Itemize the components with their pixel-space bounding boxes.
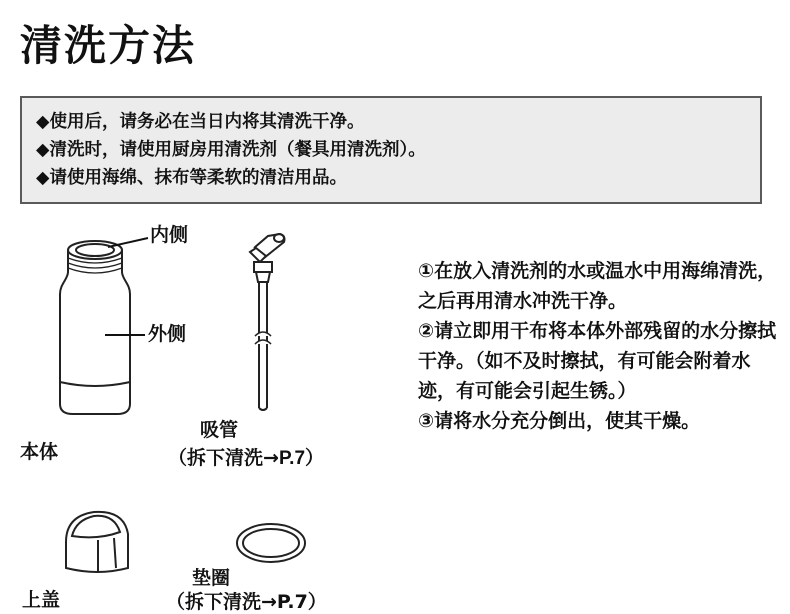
straw-illustration — [240, 228, 300, 418]
notice-line-after-use: ◆使用后，请务必在当日内将其清洗干净。 — [36, 112, 365, 132]
notice-box — [20, 96, 762, 204]
notice-line-detergent: ◆清洗时，请使用厨房用清洗剂（餐具用清洗剂）。 — [36, 140, 426, 160]
page-title: 清洗方法 — [20, 21, 197, 70]
instruction-step-3: ③请将水分充分倒出，使其干燥。 — [418, 410, 701, 432]
label-gasket: 垫圈 — [192, 567, 231, 589]
label-body: 本体 — [20, 441, 59, 463]
lid-illustration — [58, 506, 138, 582]
instruction-step-2: ②请立即用干布将本体外部残留的水分擦拭干净。（如不及时擦拭，有可能会附着水迹，有可能会引起生锈。） — [418, 320, 777, 402]
label-straw: 吸管 — [200, 419, 239, 441]
straw-note-prefix: （拆下清洗 — [168, 447, 264, 469]
gasket-illustration — [234, 520, 308, 566]
instruction-list — [418, 256, 788, 436]
instruction-step-1: ①在放入清洗剂的水或温水中用海绵清洗，之后再用清水冲洗干净。 — [418, 260, 777, 312]
bottle-body-illustration — [55, 236, 135, 422]
label-lid: 上盖 — [22, 589, 61, 611]
straw-note — [168, 446, 324, 471]
inner-leader-line — [108, 236, 150, 250]
label-outer: 外侧 — [148, 323, 187, 345]
notice-line-soft-materials: ◆请使用海绵、抹布等柔软的清洁用品。 — [36, 168, 347, 188]
straw-note-suffix: ） — [305, 447, 325, 469]
gasket-note: （拆下清洗→P.7） — [166, 591, 327, 613]
straw-note-page: P.7 — [278, 448, 306, 469]
straw-note-arrow: → — [263, 447, 279, 469]
label-inner: 内侧 — [150, 224, 189, 246]
outer-leader-line — [105, 332, 147, 338]
